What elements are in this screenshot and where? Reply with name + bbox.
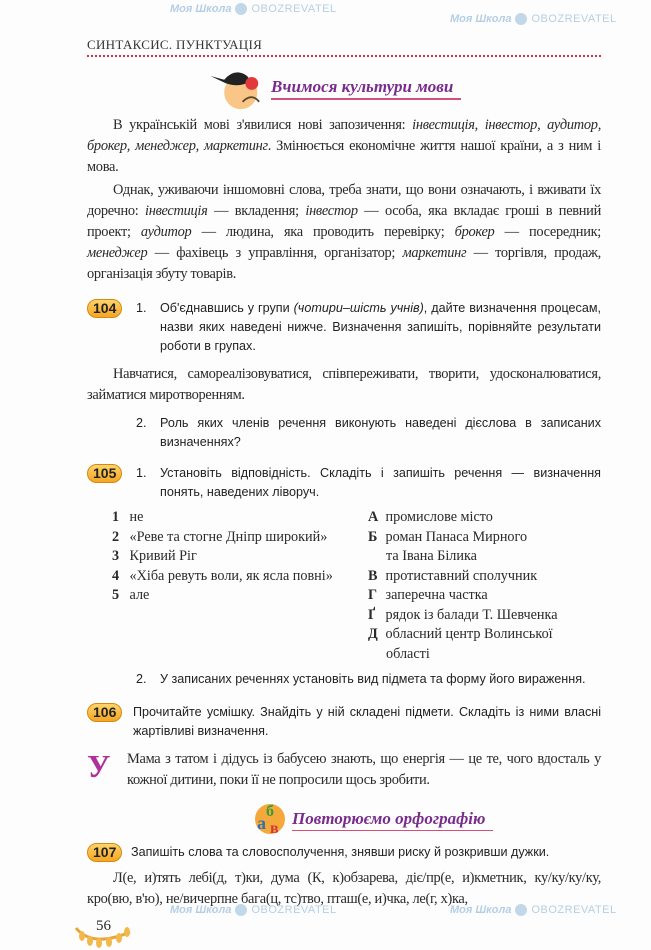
exercise-106	[87, 703, 601, 741]
list-item: Г заперечна частка	[368, 587, 488, 603]
exercise-104-words: Навчатися, самореалізовуватися, співпереживати, творити, удосконалюватися, займатися миротворенням.	[87, 366, 601, 403]
logo-letter: б	[266, 803, 274, 820]
paragraph: В українській мові з'явилися нові запозичення: інвестиція, інвестор, аудитор, брокер, менеджер, маркетинг. Змінюється економічне життя нашої країни, а з ним і мова.	[87, 117, 601, 175]
exercise-107-task: Запишіть слова та словосполучення, знявши риску й розкривши дужки.	[131, 845, 550, 859]
list-item: Ґ рядок із балади Т. Шевченка	[368, 606, 558, 623]
exercise-107-text: Л(е, и)тять лебі(д, т)ки, дума (К, к)обзарева, діє/пр(е, и)кметник, ку/ку/ку/ку, кро(вю, в'ю), не/вичерпне бага(ц, тс)тво, пташ(е, и)чка, ле(г, х)ка,	[87, 870, 601, 907]
section-heading-row	[205, 65, 601, 111]
exercise-105	[87, 464, 601, 502]
page-number: 56	[96, 918, 111, 934]
exercise-105-task-1: Установіть відповідність. Складіть і запишіть речення — визначення понять, наведених ліворуч.	[160, 466, 601, 499]
exercise-number-badge: 105	[87, 464, 122, 483]
list-item: 4 «Хіба ревуть воли, як ясла повні»	[112, 567, 333, 584]
culture-text	[87, 115, 601, 285]
running-header: СИНТАКСИС. ПУНКТУАЦІЯ	[87, 37, 263, 52]
list-item: Б роман Панаса Мирного та Івана Білика	[368, 528, 528, 564]
exercise-106-task: Прочитайте усмішку. Знайдіть у ній складені підмети. Складіть із ними власні жартівливі визначення.	[133, 705, 601, 738]
list-item: А промислове місто	[368, 509, 493, 525]
exercise-104-task-1: Об'єднавшись у групи (чотири–шість учнів), дайте визначення процесам, назви яких наведені нижче. Визначення запишіть, порівняйте результати роботи в групах.	[160, 301, 601, 353]
page-number-block	[72, 918, 134, 948]
paragraph: Однак, уживаючи іншомовні слова, треба знати, що вони означають, і вживати їх доречно: інвестиція — вкладення; інвестор — особа, яка вкладає гроші в певний проект; аудитор — людина, яка проводить перевірку; брокер — посередник; менеджер — фахівець з управління, організатор; маркетинг — торгівля, продаж, організація збуту товарів.	[87, 182, 602, 282]
task-number: 2.	[136, 672, 147, 686]
list-item: 3 Кривий Ріг	[112, 548, 197, 564]
exercise-number-badge: 106	[87, 703, 122, 722]
page-content	[87, 36, 601, 948]
abc-letters-icon	[252, 801, 292, 837]
exercise-number-badge: 107	[87, 843, 122, 862]
section-heading-culture: Вчимося культури мови	[271, 76, 461, 100]
matching-right-column	[368, 508, 601, 664]
matching-left-column	[112, 508, 368, 664]
exercise-107	[87, 843, 601, 862]
header-rule	[87, 55, 601, 57]
exercise-104-task-2-row	[136, 414, 601, 452]
exercise-number-badge: 104	[87, 299, 122, 318]
logo-letter: а	[257, 813, 266, 833]
watermark: Моя Школа OBOZREVATEL	[450, 13, 617, 25]
section-heading-row	[252, 801, 601, 837]
list-item: Д обласний центр Волинської області	[368, 626, 553, 662]
list-item: 2 «Реве та стогне Дніпр широкий»	[112, 528, 328, 545]
task-number: 1.	[136, 466, 147, 480]
exercise-104-task-2: Роль яких членів речення виконують наведені дієслова в записаних визначеннях?	[160, 416, 601, 449]
matching-table	[112, 508, 601, 664]
joke-row	[87, 749, 601, 791]
task-number: 2.	[136, 416, 147, 430]
drop-initial: У	[87, 748, 111, 784]
list-item: В протиставний сполучник	[368, 567, 538, 584]
watermark: Моя Школа OBOZREVATEL	[170, 3, 337, 15]
bird-rose-icon	[205, 65, 271, 111]
exercise-105-task-2: У записаних реченнях установіть вид підмета та форму його вираження.	[160, 672, 586, 686]
list-item: 1 не	[112, 509, 144, 525]
list-item: 5 але	[112, 587, 150, 603]
exercise-104	[87, 299, 601, 356]
watermark: Моя Школа OBOZREVATEL	[450, 904, 617, 916]
logo-letter: в	[270, 820, 279, 837]
task-number: 1.	[136, 301, 147, 315]
section-heading-orthography: Повторюємо орфографію	[292, 808, 493, 831]
watermark: Моя Школа OBOZREVATEL	[170, 904, 337, 916]
exercise-105-task-2-row	[136, 670, 601, 689]
joke-text: Мама з татом і дідусь із бабусею знають, що енергія — це те, чого вдосталь у кожної дитини, поки її не попросили щось зробити.	[127, 751, 601, 788]
